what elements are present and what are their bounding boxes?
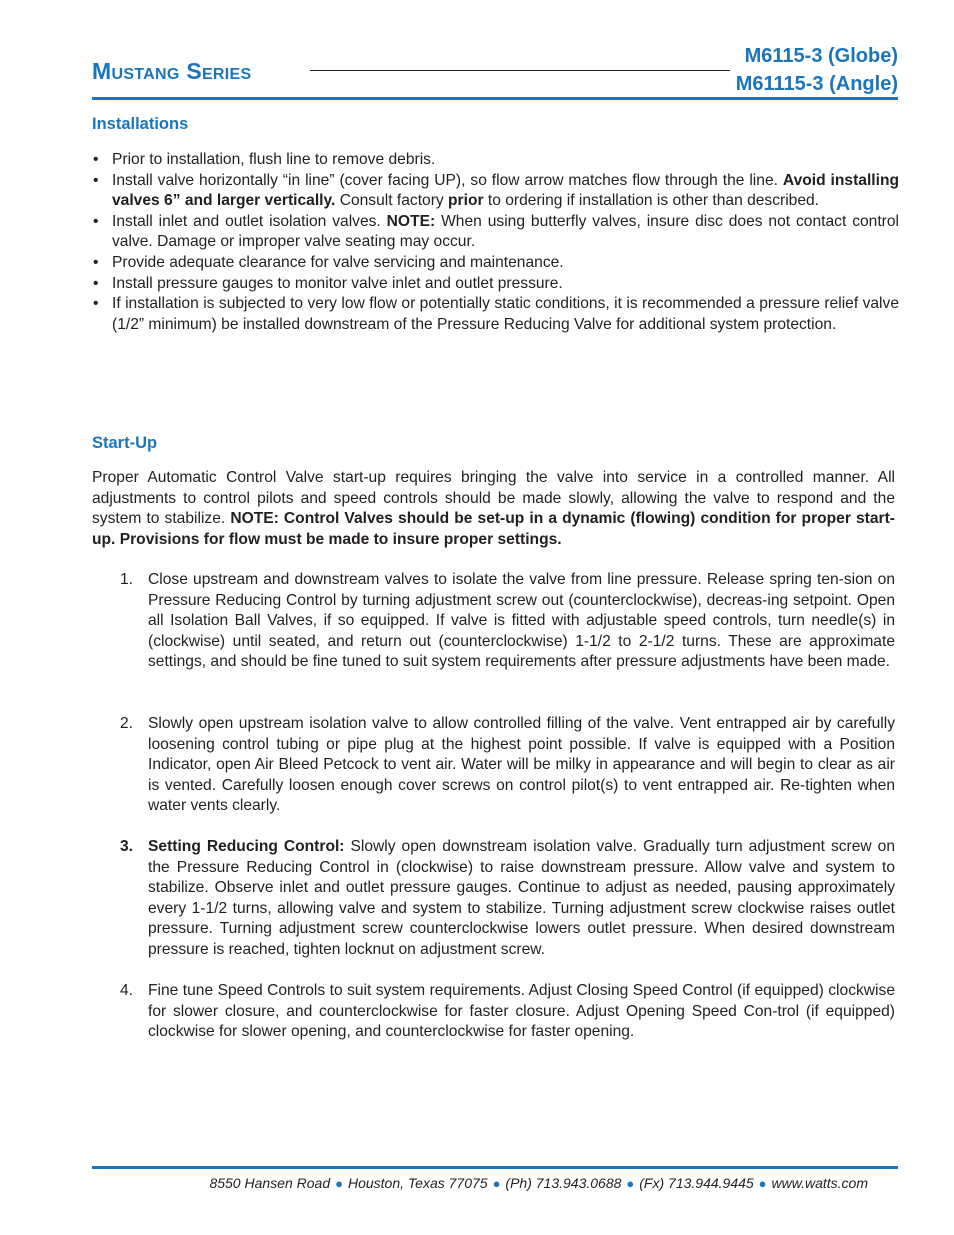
step-text: Fine tune Speed Controls to suit system requirements. Adjust Closing Speed Control (if equipped) clockwise for slower closure, and counterclockwise for faster closure. Adjust Opening Speed Con-trol (if equipped) clockwise for slower opening, and counterclockwise for faster opening. xyxy=(148,982,895,1041)
list-item-text: Consult factory xyxy=(335,192,449,210)
footer-bar xyxy=(92,1166,898,1169)
list-item xyxy=(92,253,899,274)
list-item-bold: Avoid installing valves 6” and larger vertically. xyxy=(112,171,900,210)
footer-website[interactable]: www.watts.com xyxy=(771,1175,868,1191)
installations-list xyxy=(92,150,899,335)
bullet-icon: ● xyxy=(626,1176,635,1191)
startup-heading: Start-Up xyxy=(92,434,158,452)
startup-step xyxy=(120,981,895,1043)
list-item xyxy=(92,212,899,253)
list-item-text: Provide adequate clearance for valve servicing and maintenance. xyxy=(112,253,564,271)
installations-heading: Installations xyxy=(92,115,189,133)
step-text: Slowly open upstream isolation valve to allow controlled filling of the valve. Vent entrapped air by carefully loosening control tubing or pipe plug at the highest point possible. If valve is equipped with a Position Indicator, open Air Bleed Petcock to vent air. Water will be milky in appearance and will begin to clear as air is vented. Carefully loosen enough cover screws on control pilot(s) to vent entrapped air. Re-tighten when water vents clearly. xyxy=(148,715,895,815)
list-item-text: Install inlet and outlet isolation valves. xyxy=(112,212,387,230)
model-block xyxy=(730,42,898,98)
list-item-text: When using butterfly valves, insure disc does not contact control valve. Damage or improper valve seating may occur. xyxy=(112,212,899,251)
footer-fax: (Fx) 713.944.9445 xyxy=(639,1175,754,1191)
list-item xyxy=(92,294,899,335)
startup-step xyxy=(120,714,895,817)
list-item-text: Prior to installation, flush line to remove debris. xyxy=(112,151,436,168)
startup-step xyxy=(120,570,895,673)
model-globe: M6115-3 (Globe) xyxy=(744,45,898,67)
step-number: 2. xyxy=(120,715,134,732)
list-item xyxy=(92,171,899,212)
step-number: 1. xyxy=(120,571,134,588)
startup-intro-note: NOTE: Control Valves should be set-up in a dynamic (flowing) condition for proper start-up. Provisions for flow must be made to insure proper settings. xyxy=(92,510,895,548)
header-bar xyxy=(92,97,898,100)
list-item xyxy=(92,274,899,295)
startup-intro-text: Proper Automatic Control Valve start-up requires bringing the valve into service in a controlled manner. All adjustments to control pilots and speed controls should be made slowly, allowing the valve to respond and the system to stabilize. xyxy=(92,469,895,528)
list-item xyxy=(92,150,899,171)
step-text: Close upstream and downstream valves to isolate the valve from line pressure. Release spring ten-sion on Pressure Reducing Control by turning adjustment screw out (counterclockwise), decreas-ing setpoint. Open all Isolation Ball Valves, if so equipped. If valve is fitted with adjustable speed controls, turn needle(s) in (clockwise) until seated, and return out (counterclockwise) 1-1/2 to 2-1/2 turns. These are approximate settings, and should be fine tuned to suit system requirements after pressure adjustments have been made. xyxy=(148,571,895,671)
startup-intro xyxy=(92,468,895,550)
footer-city: Houston, Texas 77075 xyxy=(347,1175,488,1191)
step-number: 4. xyxy=(120,982,134,999)
bullet-icon: ● xyxy=(492,1176,501,1191)
list-item-text: Install valve horizontally “in line” (cover facing UP), so flow arrow matches flow through the line. xyxy=(112,171,783,189)
step-body xyxy=(148,837,895,961)
series-title: Mustang Series xyxy=(92,58,252,84)
bullet-icon: ● xyxy=(758,1176,767,1191)
footer-address: 8550 Hansen Road xyxy=(209,1175,331,1191)
step-title: Setting Reducing Control: xyxy=(148,838,345,855)
list-item-text: If installation is subjected to very low flow or potentially static conditions, it is recommended a pressure relief valve (1/2” minimum) be installed downstream of the Pressure Reducing Valve for additional system protection. xyxy=(112,295,899,333)
startup-step xyxy=(120,837,895,961)
footer-phone: (Ph) 713.943.0688 xyxy=(505,1175,622,1191)
step-text: Slowly open downstream isolation valve. Gradually turn adjustment screw on the Pressure Reducing Control in (clockwise) to raise downstream pressure. Allow valve and system to stabilize. Observe inlet and outlet pressure gauges. Continue to adjust as needed, pausing approximately every 1-1/2 turns, allowing valve and system to stabilize. Turning adjustment screw clockwise raises outlet pressure. Turning adjustment screw counterclockwise lowers outlet pressure. When desired downstream pressure is reached, tighten locknut on adjustment screw. xyxy=(148,838,895,958)
footer-contact xyxy=(92,1175,868,1191)
list-item-text: to ordering if installation is other than described. xyxy=(483,192,820,210)
bullet-icon: ● xyxy=(335,1176,343,1191)
step-number: 3. xyxy=(120,838,134,855)
list-item-bold: prior xyxy=(448,192,484,210)
list-item-text: Install pressure gauges to monitor valve inlet and outlet pressure. xyxy=(112,274,563,292)
list-item-bold: NOTE: xyxy=(386,212,436,230)
model-angle: M61115-3 (Angle) xyxy=(735,73,898,95)
